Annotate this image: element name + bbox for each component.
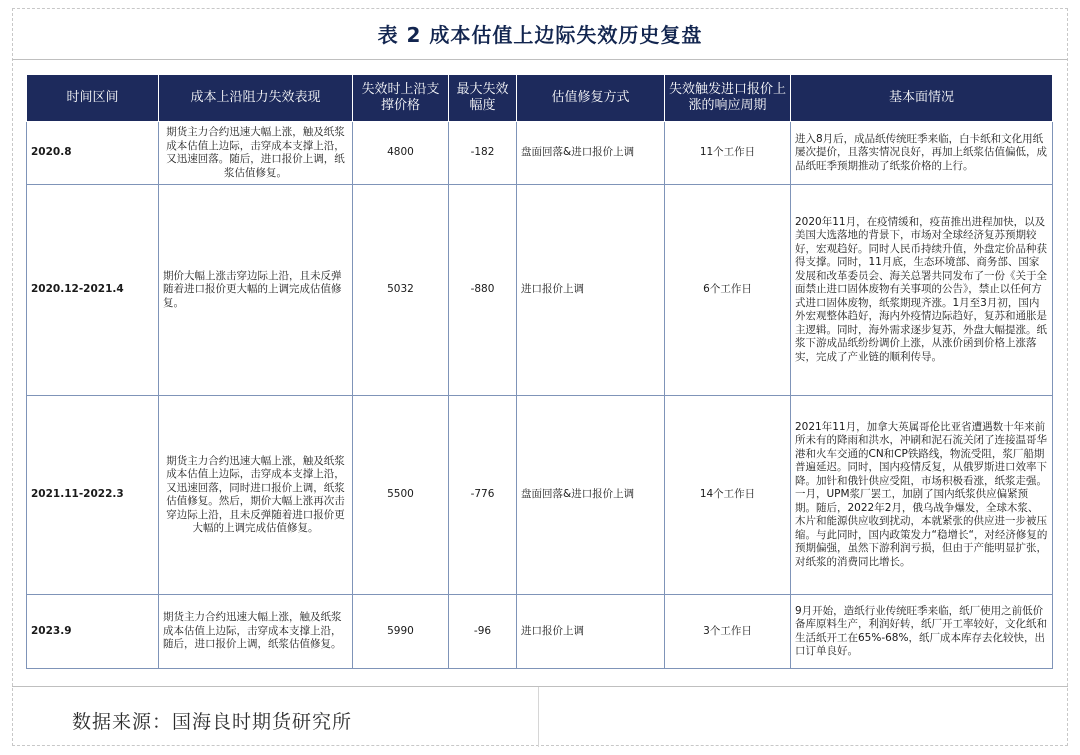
table-row (27, 396, 1053, 595)
title-bar (12, 8, 1068, 60)
cell-fundamentals: 2021年11月，加拿大英属哥伦比亚省遭遇数十年来前所未有的降雨和洪水，冲刷和泥石流关闭了连接温哥华港和火车交通的CN和CP铁路线，物流受阻，浆厂船期普遍延迟。同时，国内疫情反复，从俄罗斯进口效率下降。加针和俄针供应受阻，市场积极看涨，纸浆走强。一月，UPM浆厂罢工，加剧了国内纸浆供应偏紧预期。随后，2022年2月，俄乌战争爆发，全球木浆、木片和能源供应收到扰动，本就紧张的供应进一步被压缩。与此同时，国内政策发力“稳增长“，对经济修复的预期偏强，虽然下游利润亏损，但由于产能明显扩张，对纸浆的消费同比增长。 (791, 396, 1053, 595)
table-row (27, 122, 1053, 185)
cell-period: 2023.9 (27, 595, 159, 669)
cell-cycle: 14个工作日 (665, 396, 791, 595)
data-source: 数据来源：国海良时期货研究所 (72, 711, 353, 733)
table-row (27, 595, 1053, 669)
table-title: 表 2 成本估值上边际失效历史复盘 (377, 23, 703, 47)
cell-performance: 期价大幅上涨击穿边际上沿，且未反弹随着进口报价更大幅的上调完成估值修复。 (159, 185, 353, 396)
cell-performance: 期货主力合约迅速大幅上涨，触及纸浆成本估值上边际，击穿成本支撑上沿，随后，进口报价上调，纸浆估值修复。 (159, 595, 353, 669)
cell-amplitude: -182 (449, 122, 517, 185)
table-row (27, 185, 1053, 396)
cell-repair: 进口报价上调 (517, 595, 665, 669)
cell-fundamentals: 进入8月后，成品纸传统旺季来临，白卡纸和文化用纸屡次提价，且落实情况良好，再加上纸浆估值偏低，成品纸旺季预期推动了纸浆价格的上行。 (791, 122, 1053, 185)
cell-performance: 期货主力合约迅速大幅上涨，触及纸浆成本估值上边际，击穿成本支撑上沿，又迅速回落，同时进口报价上调，纸浆估值修复。然后，期价大幅上涨再次击穿边际上沿，且未反弹随着进口报价更大幅的上调完成估值修复。 (159, 396, 353, 595)
header-price: 失效时上沿支撑价格 (353, 75, 449, 122)
cell-cycle: 11个工作日 (665, 122, 791, 185)
cell-amplitude: -776 (449, 396, 517, 595)
cell-repair: 盘面回落&进口报价上调 (517, 396, 665, 595)
footer-divider (538, 687, 539, 747)
cell-period: 2020.12-2021.4 (27, 185, 159, 396)
cell-cycle: 6个工作日 (665, 185, 791, 396)
header-cycle: 失效触发进口报价上涨的响应周期 (665, 75, 791, 122)
header-fundamentals: 基本面情况 (791, 75, 1053, 122)
header-period: 时间区间 (27, 75, 159, 122)
cell-fundamentals: 2020年11月，在疫情缓和，疫苗推出进程加快，以及美国大选落地的背景下，市场对全球经济复苏预期较好，宏观趋好。同时人民币持续升值，外盘定价品种获得支撑。同时，11月底，生态环境部、商务部、国家发展和改革委员会、海关总署共同发布了一份《关于全面禁止进口固体废物有关事项的公告》，禁止以任何方式进口固体废物，纸浆期现齐涨。1月至3月初，国内外宏观整体趋好，海内外疫情边际趋好，复苏和通胀是主逻辑。同时，海外需求逐步复苏，外盘大幅提涨。纸浆下游成品纸纷纷调价上涨，从涨价函到价格上涨落实，完成了产业链的顺利传导。 (791, 185, 1053, 396)
cell-period: 2020.8 (27, 122, 159, 185)
cell-price: 5500 (353, 396, 449, 595)
cell-amplitude: -880 (449, 185, 517, 396)
cell-period: 2021.11-2022.3 (27, 396, 159, 595)
cell-cycle: 3个工作日 (665, 595, 791, 669)
cell-performance: 期货主力合约迅速大幅上涨，触及纸浆成本估值上边际，击穿成本支撑上沿，又迅速回落。随后，进口报价上调，纸浆估值修复。 (159, 122, 353, 185)
table-header-row (27, 75, 1053, 122)
cell-price: 5990 (353, 595, 449, 669)
header-amplitude: 最大失效幅度 (449, 75, 517, 122)
cell-price: 4800 (353, 122, 449, 185)
header-repair: 估值修复方式 (517, 75, 665, 122)
footer (12, 686, 1068, 746)
cell-repair: 进口报价上调 (517, 185, 665, 396)
history-table (26, 74, 1053, 669)
header-performance: 成本上沿阻力失效表现 (159, 75, 353, 122)
cell-price: 5032 (353, 185, 449, 396)
cell-repair: 盘面回落&进口报价上调 (517, 122, 665, 185)
cell-amplitude: -96 (449, 595, 517, 669)
cell-fundamentals: 9月开始，造纸行业传统旺季来临，纸厂使用之前低价备库原料生产，利润好转，纸厂开工率较好，文化纸和生活纸开工在65%-68%，纸厂成本库存去化较快，出口订单良好。 (791, 595, 1053, 669)
